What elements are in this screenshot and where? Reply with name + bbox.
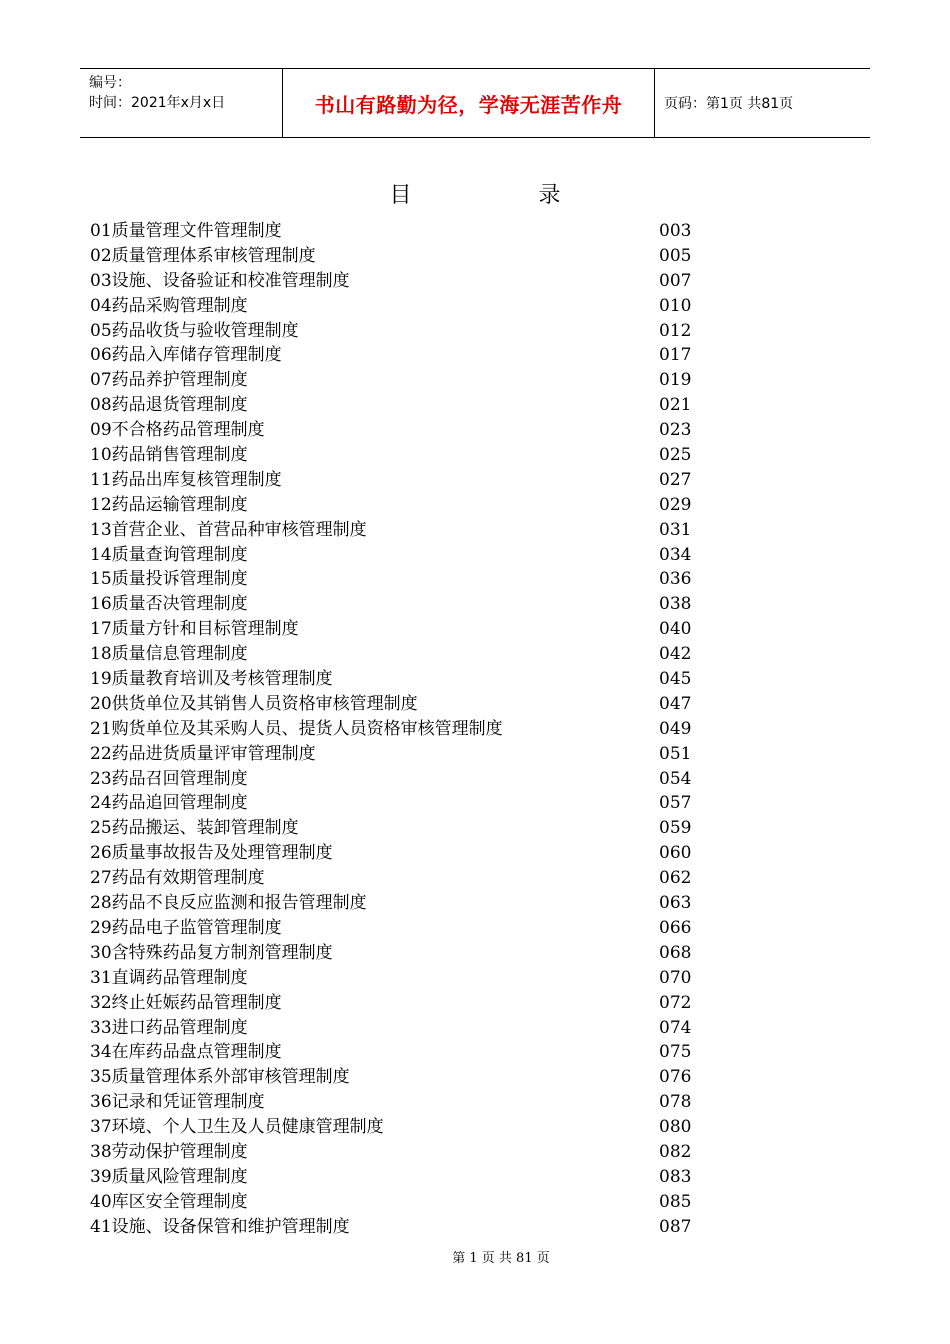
toc-entry-title: 26质量事故报告及处理管理制度: [90, 843, 333, 864]
toc-entry: [90, 791, 730, 816]
toc-entry: [90, 368, 730, 393]
toc-entry-page: 029: [659, 494, 692, 515]
toc-entry-page: 017: [659, 345, 692, 366]
toc-entry-title: 41设施、设备保管和维护管理制度: [90, 1216, 350, 1237]
toc-entry-page: 082: [659, 1141, 692, 1162]
toc-entry-page: 080: [659, 1117, 692, 1138]
toc-title: 目 录: [389, 183, 621, 208]
toc-entry-title: 13首营企业、首营品种审核管理制度: [90, 519, 367, 540]
toc-entry-page: 038: [659, 594, 692, 615]
toc-entry: [90, 841, 730, 866]
toc-entry-title: 02质量管理体系审核管理制度: [90, 245, 316, 266]
time-label: 时间：2021年x月x日: [89, 95, 226, 111]
toc-entry-page: 003: [659, 221, 692, 241]
toc-entry-title: 09不合格药品管理制度: [90, 420, 265, 441]
toc-entry-title: 25药品搬运、装卸管理制度: [90, 818, 299, 839]
toc-entry-title: 28药品不良反应监测和报告管理制度: [90, 893, 367, 914]
toc-entry-page: 074: [659, 1017, 692, 1038]
toc-entry: [90, 543, 730, 568]
toc-entry-title: 30含特殊药品复方制剂管理制度: [90, 942, 333, 963]
toc-entry-title: 36记录和凭证管理制度: [90, 1092, 265, 1113]
toc-entry-title: 39质量风险管理制度: [90, 1166, 248, 1187]
toc-entry-title: 10药品销售管理制度: [90, 445, 248, 466]
toc-entry-page: 083: [659, 1166, 692, 1187]
toc-entry: [90, 592, 730, 617]
toc-entry-page: 087: [659, 1216, 692, 1237]
toc-entry-title: 27药品有效期管理制度: [90, 868, 265, 889]
toc-entry-title: 35质量管理体系外部审核管理制度: [90, 1067, 350, 1088]
toc-entry-title: 38劳动保护管理制度: [90, 1141, 248, 1162]
toc-entry: [90, 966, 730, 991]
toc-entry-title: 05药品收货与验收管理制度: [90, 320, 299, 341]
toc-entry-page: 010: [659, 295, 692, 316]
toc-entry-title: 24药品追回管理制度: [90, 793, 248, 814]
toc-entry-page: 023: [659, 420, 692, 441]
toc-entry-page: 059: [659, 818, 692, 839]
toc-entry-title: 19质量教育培训及考核管理制度: [90, 669, 333, 690]
toc-entry-page: 007: [659, 270, 692, 291]
toc-entry-title: 14质量查询管理制度: [90, 544, 248, 565]
toc-entry-title: 11药品出库复核管理制度: [90, 469, 282, 490]
toc-entry-page: 005: [659, 245, 692, 266]
toc-entry: [90, 219, 730, 244]
toc-entry: [90, 1190, 730, 1215]
toc-entry-title: 18质量信息管理制度: [90, 644, 248, 665]
toc-entry-title: 08药品退货管理制度: [90, 395, 248, 416]
toc-entry-title: 23药品召回管理制度: [90, 768, 248, 789]
toc-entry: [90, 617, 730, 642]
toc-entry: [90, 941, 730, 966]
toc-entry: [90, 1165, 730, 1190]
toc-entry-page: 070: [659, 967, 692, 988]
toc-entry: [90, 692, 730, 717]
toc-entry-title: 17质量方针和目标管理制度: [90, 619, 299, 640]
toc-entry: [90, 1016, 730, 1041]
toc-entry: [90, 518, 730, 543]
toc-entry-title: 21购货单位及其采购人员、提货人员资格审核管理制度: [90, 718, 503, 739]
toc-entry-page: 054: [659, 768, 692, 789]
toc-entry-page: 042: [659, 644, 692, 665]
toc-entry: [90, 916, 730, 941]
toc-entry: [90, 891, 730, 916]
toc-entry: [90, 767, 730, 792]
toc-entry: [90, 866, 730, 891]
toc-entry-page: 034: [659, 544, 692, 565]
toc-entry-page: 076: [659, 1067, 692, 1088]
toc-entry-page: 075: [659, 1042, 692, 1063]
table-of-contents: [90, 219, 730, 1240]
toc-entry: [90, 1040, 730, 1065]
toc-entry-page: 057: [659, 793, 692, 814]
toc-entry-title: 37环境、个人卫生及人员健康管理制度: [90, 1117, 384, 1138]
page-footer: [0, 1247, 950, 1266]
header-page-cell: [655, 69, 870, 137]
toc-entry-title: 06药品入库储存管理制度: [90, 345, 282, 366]
toc-entry-title: 33进口药品管理制度: [90, 1017, 248, 1038]
toc-entry: [90, 493, 730, 518]
toc-entry: [90, 742, 730, 767]
toc-entry: [90, 244, 730, 269]
toc-entry-page: 027: [659, 469, 692, 490]
motto-text: 书山有路勤为径，学海无涯苦作舟: [314, 92, 623, 117]
toc-entry-title: 22药品进货质量评审管理制度: [90, 743, 316, 764]
toc-entry: [90, 319, 730, 344]
toc-entry: [90, 443, 730, 468]
toc-entry-title: 01质量管理文件管理制度: [90, 221, 282, 241]
toc-entry-page: 045: [659, 669, 692, 690]
toc-entry-title: 12药品运输管理制度: [90, 494, 248, 515]
toc-entry-title: 16质量否决管理制度: [90, 594, 248, 615]
toc-entry-title: 07药品养护管理制度: [90, 370, 248, 391]
toc-entry-title: 32终止妊娠药品管理制度: [90, 992, 282, 1013]
toc-entry: [90, 343, 730, 368]
toc-entry: [90, 816, 730, 841]
toc-entry: [90, 393, 730, 418]
toc-entry-title: 20供货单位及其销售人员资格审核管理制度: [90, 693, 418, 714]
toc-entry-page: 060: [659, 843, 692, 864]
toc-entry: [90, 1215, 730, 1240]
toc-entry: [90, 1090, 730, 1115]
header-left-cell: [80, 69, 283, 137]
toc-entry-title: 40库区安全管理制度: [90, 1191, 248, 1212]
toc-entry-page: 068: [659, 942, 692, 963]
toc-entry: [90, 468, 730, 493]
footer-page-text: 第 1 页 共 81 页: [452, 1251, 550, 1266]
toc-entry-title: 31直调药品管理制度: [90, 967, 248, 988]
toc-entry-title: 29药品电子监管管理制度: [90, 917, 282, 938]
header-page-info: 页码：第1页 共81页: [664, 96, 794, 112]
toc-entry-page: 031: [659, 519, 692, 540]
toc-entry-page: 066: [659, 917, 692, 938]
toc-entry-title: 15质量投诉管理制度: [90, 569, 248, 590]
toc-entry-page: 072: [659, 992, 692, 1013]
toc-entry-page: 040: [659, 619, 692, 640]
toc-entry-title: 34在库药品盘点管理制度: [90, 1042, 282, 1063]
toc-entry-page: 049: [659, 718, 692, 739]
toc-entry-title: 03设施、设备验证和校准管理制度: [90, 270, 350, 291]
toc-entry-page: 036: [659, 569, 692, 590]
toc-entry-page: 051: [659, 743, 692, 764]
toc-entry: [90, 1115, 730, 1140]
toc-entry: [90, 567, 730, 592]
toc-entry: [90, 269, 730, 294]
toc-entry-page: 047: [659, 693, 692, 714]
toc-entry: [90, 1140, 730, 1165]
serial-label: 编号：: [89, 75, 131, 91]
toc-entry: [90, 1065, 730, 1090]
toc-entry-page: 019: [659, 370, 692, 391]
document-header: [80, 68, 870, 138]
header-motto-cell: [283, 69, 655, 137]
toc-entry-page: 078: [659, 1092, 692, 1113]
toc-entry: [90, 294, 730, 319]
toc-entry-title: 04药品采购管理制度: [90, 295, 248, 316]
toc-entry-page: 012: [659, 320, 692, 341]
toc-entry: [90, 667, 730, 692]
toc-entry: [90, 642, 730, 667]
toc-entry-page: 025: [659, 445, 692, 466]
toc-entry: [90, 717, 730, 742]
toc-entry-page: 085: [659, 1191, 692, 1212]
toc-entry-page: 062: [659, 868, 692, 889]
toc-entry-page: 021: [659, 395, 692, 416]
toc-entry: [90, 991, 730, 1016]
toc-entry-page: 063: [659, 893, 692, 914]
toc-entry: [90, 418, 730, 443]
